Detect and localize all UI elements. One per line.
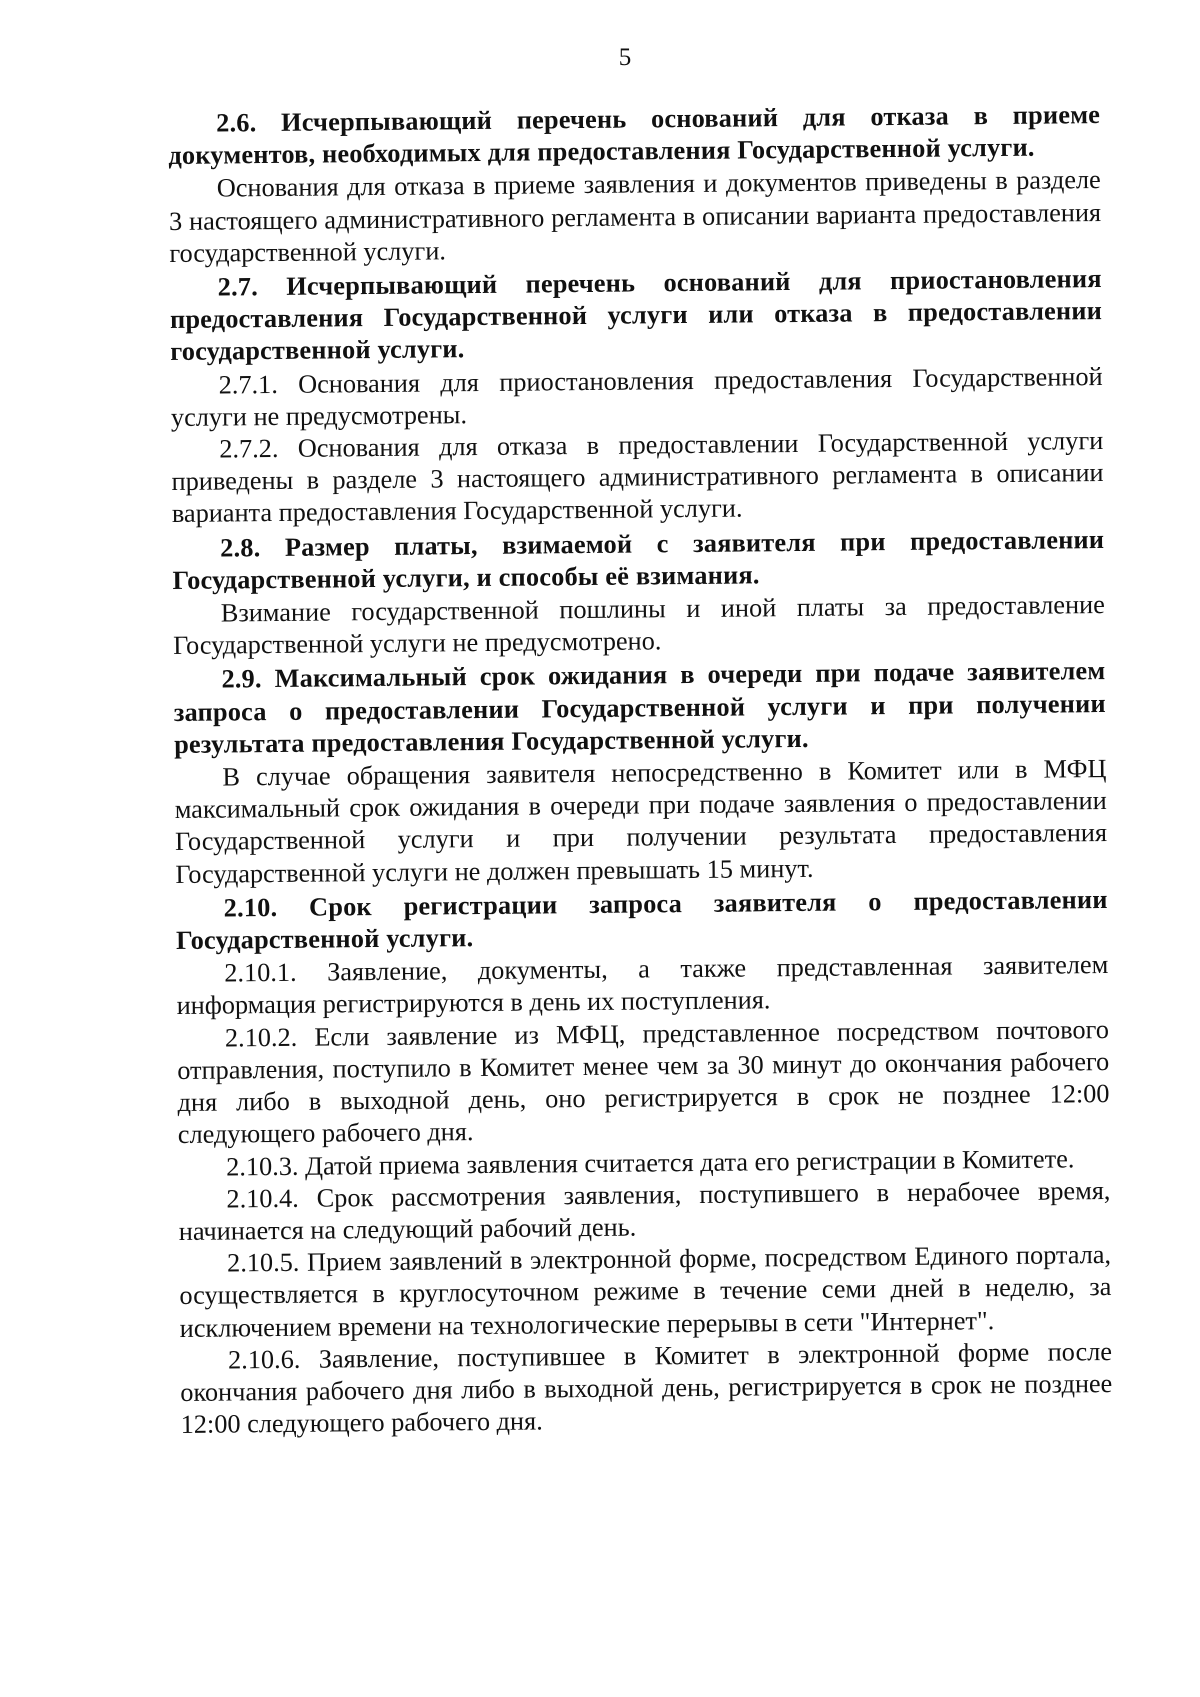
paragraph-2-7-2: 2.7.2. Основания для отказа в предоставлении Государственной услуги приведены в разделе 3 настоящего административного регламента в описании варианта предоставления Государственной услуги. xyxy=(171,426,1104,529)
section-heading-2-9: 2.9. Максимальный срок ожидания в очереди при подаче заявителем запроса о предоставлении Государственной услуги и при получении результата предоставления Государственной услуги. xyxy=(173,656,1106,759)
paragraph-2-9-body: В случае обращения заявителя непосредственно в Комитет или в МФЦ максимальный срок ожидания в очереди при подаче заявления о предоставлении Государственной услуги и при получении результата предоставления Государственной услуги не должен превышать 15 минут. xyxy=(174,754,1108,889)
paragraph-2-10-4: 2.10.4. Срок рассмотрения заявления, поступившего в нерабочее время, начинается на следующий рабочий день. xyxy=(178,1175,1111,1246)
paragraph-2-10-5: 2.10.5. Прием заявлений в электронной форме, посредством Единого портала, осуществляется в круглосуточном режиме в течение семи дней в неделю, за исключением времени на технологические перерывы в сети "Интернет". xyxy=(179,1240,1112,1343)
page-number: 5 xyxy=(618,44,632,71)
paragraph-2-10-3: 2.10.3. Датой приема заявления считается дата его регистрации в Комитете. xyxy=(226,1143,1075,1181)
section-heading-2-6: 2.6. Исчерпывающий перечень оснований для отказа в приеме документов, необходимых для предоставления Государственной услуги. xyxy=(168,100,1101,171)
paragraph-2-8-body: Взимание государственной пошлины и иной платы за предоставление Государственной услуги не предусмотрено. xyxy=(173,590,1105,661)
document-body xyxy=(168,99,1113,1441)
paragraph-2-7-1: 2.7.1. Основания для приостановления предоставления Государственной услуги не предусмотрены. xyxy=(170,361,1103,432)
section-heading-2-8: 2.8. Размер платы, взимаемой с заявителя при предоставлении Государственной услуги, и способы её взимания. xyxy=(172,524,1105,595)
section-heading-2-10: 2.10. Срок регистрации запроса заявителя о предоставлении Государственной услуги. xyxy=(175,884,1108,956)
paragraph-2-6-body: Основания для отказа в приеме заявления и документов приведены в разделе 3 настоящего административного регламента в описании варианта предоставления государственной услуги. xyxy=(168,165,1102,268)
paragraph-2-10-6: 2.10.6. Заявление, поступившее в Комитет в электронной форме после окончания рабочего дня либо в выходной день, регистрируется в срок не позднее 12:00 следующего рабочего дня. xyxy=(180,1336,1113,1440)
paragraph-2-10-2: 2.10.2. Если заявление из МФЦ, представленное посредством почтового отправления, поступило в Комитет менее чем за 30 минут до окончания рабочего дня либо в выходной день, оно регистрируется в срок не позднее 12:00 следующего рабочего дня. xyxy=(177,1014,1110,1150)
section-heading-2-7: 2.7. Исчерпывающий перечень оснований для приостановления предоставления Государственной услуги или отказа в предоставлении государственной услуги. xyxy=(169,264,1103,367)
paragraph-2-10-1: 2.10.1. Заявление, документы, а также представленная заявителем информация регистрируются в день их поступления. xyxy=(176,950,1109,1021)
